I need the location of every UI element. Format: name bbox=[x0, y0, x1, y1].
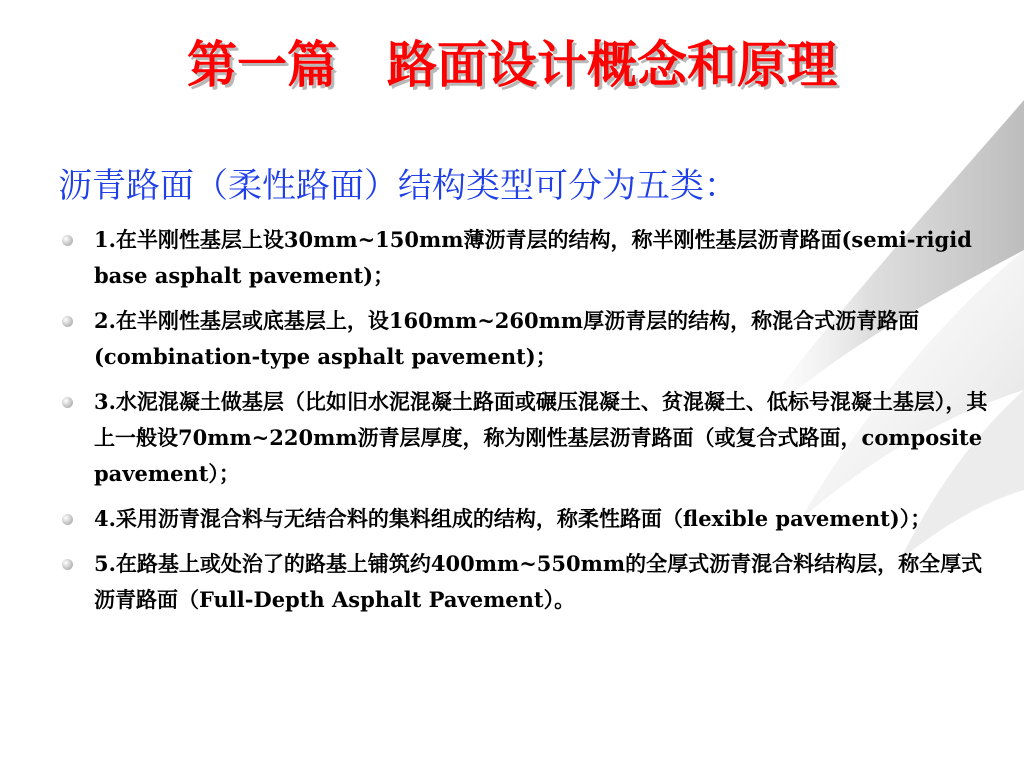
list-item bbox=[60, 501, 990, 537]
list-item bbox=[60, 303, 990, 375]
list-item-text: 2.在半刚性基层或底基层上，设160mm~260mm厚沥青层的结构，称混合式沥青路面(combination-type asphalt pavement)； bbox=[94, 308, 920, 369]
list-item-text: 4.采用沥青混合料与无结合料的集料组成的结构，称柔性路面（flexible pavement)）； bbox=[94, 506, 932, 531]
bullet-dot-icon bbox=[62, 559, 73, 570]
slide-subtitle: 沥青路面（柔性路面）结构类型可分为五类： bbox=[58, 166, 738, 206]
bullet-dot-icon bbox=[62, 235, 73, 246]
list-item-text: 5.在路基上或处治了的路基上铺筑约400mm~550mm的全厚式沥青混合料结构层，称全厚式沥青路面（Full-Depth Asphalt Pavement）。 bbox=[94, 551, 983, 612]
pavement-type-list bbox=[60, 222, 990, 627]
list-item bbox=[60, 546, 990, 618]
slide-title: 第一篇 路面设计概念和原理 bbox=[187, 35, 837, 94]
bullet-dot-icon bbox=[62, 514, 73, 525]
bullet-dot-icon bbox=[62, 316, 73, 327]
list-item bbox=[60, 222, 990, 294]
list-item bbox=[60, 384, 990, 492]
bullet-dot-icon bbox=[62, 397, 73, 408]
list-item-text: 1.在半刚性基层上设30mm~150mm薄沥青层的结构，称半刚性基层沥青路面(semi-rigid base asphalt pavement)； bbox=[94, 227, 972, 288]
list-item-text: 3.水泥混凝土做基层（比如旧水泥混凝土路面或碾压混凝土、贫混凝土、低标号混凝土基层），其上一般设70mm~220mm沥青层厚度，称为刚性基层沥青路面（或复合式路面，composite pavement）； bbox=[94, 389, 988, 486]
